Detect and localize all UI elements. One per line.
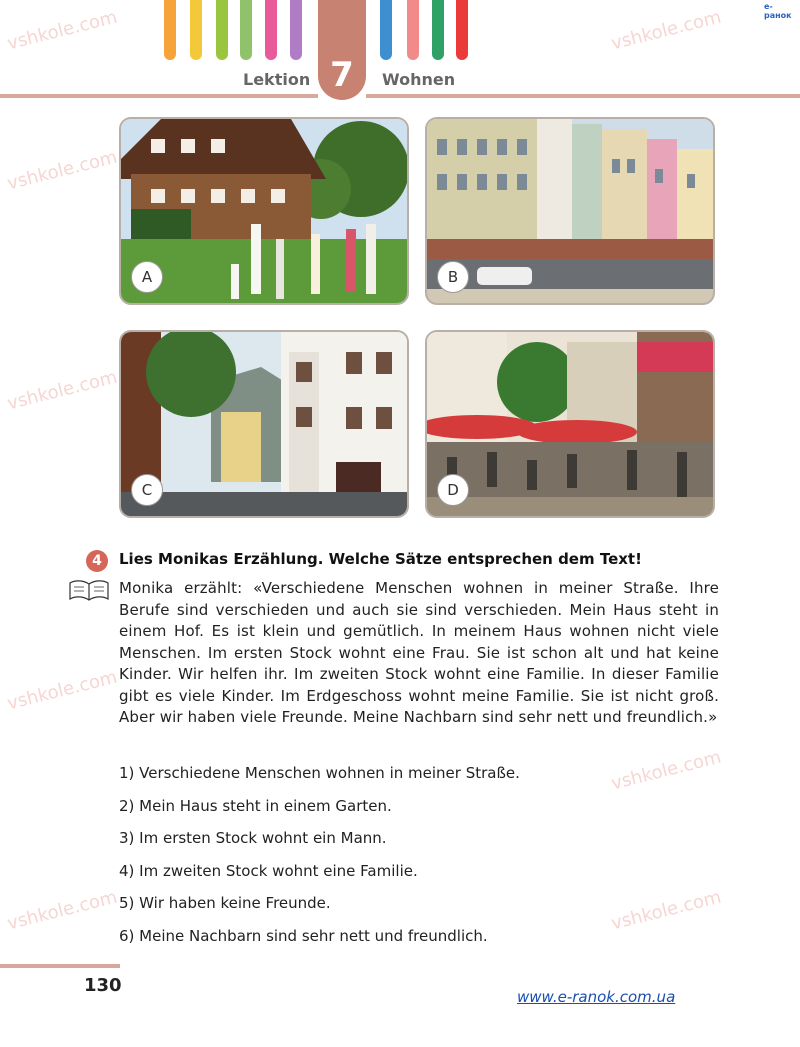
header-stripe bbox=[216, 0, 228, 60]
photo-b bbox=[425, 117, 715, 305]
header-stripe bbox=[164, 0, 176, 60]
header-stripe bbox=[190, 0, 202, 60]
header-stripe bbox=[407, 0, 419, 60]
task-instruction: Lies Monikas Erzählung. Welche Sätze entsprechen dem Text! bbox=[119, 550, 642, 568]
header-stripe bbox=[456, 0, 468, 60]
watermark: vshkole.com bbox=[5, 6, 120, 55]
watermark: vshkole.com bbox=[5, 146, 120, 195]
task-number-badge: 4 bbox=[86, 550, 108, 572]
page-number: 130 bbox=[84, 975, 122, 996]
statement-item: 4) Im zweiten Stock wohnt eine Familie. bbox=[119, 861, 418, 880]
website-link[interactable]: www.e-ranok.com.ua bbox=[517, 988, 676, 1006]
photo-d bbox=[425, 330, 715, 518]
header-stripe bbox=[380, 0, 392, 60]
watermark: vshkole.com bbox=[609, 6, 724, 55]
photo-label: A bbox=[131, 261, 163, 293]
header-stripe bbox=[240, 0, 252, 60]
statement-item: 6) Meine Nachbarn sind sehr nett und freundlich. bbox=[119, 926, 488, 945]
header-stripe bbox=[432, 0, 444, 60]
header-stripe bbox=[265, 0, 277, 60]
header-stripe bbox=[290, 0, 302, 60]
watermark: vshkole.com bbox=[609, 886, 724, 935]
photo-label: B bbox=[437, 261, 469, 293]
open-book-icon bbox=[68, 578, 110, 602]
photo-label: C bbox=[131, 474, 163, 506]
header-rule-left bbox=[0, 94, 318, 98]
watermark: vshkole.com bbox=[5, 886, 120, 935]
statement-item: 3) Im ersten Stock wohnt ein Mann. bbox=[119, 829, 387, 847]
statement-item: 2) Mein Haus steht in einem Garten. bbox=[119, 796, 392, 815]
statement-list bbox=[119, 760, 520, 955]
publisher-logo: e-ранок bbox=[764, 2, 792, 20]
statement-item: 5) Wir haben keine Freunde. bbox=[119, 894, 331, 912]
header-rule-right bbox=[366, 94, 800, 98]
lesson-word: Lektion bbox=[243, 70, 311, 89]
watermark: vshkole.com bbox=[5, 666, 120, 715]
statement-item: 1) Verschiedene Menschen wohnen in meiner Straße. bbox=[119, 764, 520, 782]
lesson-number-tab: 7 bbox=[318, 0, 366, 100]
story-text: Monika erzählt: «Verschiedene Menschen wohnen in meiner Straße. Ihre Berufe sind verschieden und auch sie sind verschieden. Mein Haus steht in einem Hof. Es ist klein und gemütlich. In meinem Haus wohnen nicht viele Menschen. Im ersten Stock wohnt eine Frau. Sie ist schon alt und hat keine Kinder. Wir helfen ihr. Im zweiten Stock wohnt eine Familie. In dieser Familie gibt es viele Kinder. Im Erdgeschoss wohnt meine Familie. Sie ist nicht groß. Aber wir haben viele Freunde. Meine Nachbarn sind sehr nett und freundlich.» bbox=[119, 579, 719, 726]
photo-label: D bbox=[437, 474, 469, 506]
header-stripes bbox=[0, 0, 800, 62]
photo-a bbox=[119, 117, 409, 305]
footer-rule bbox=[0, 964, 120, 968]
topic-title: Wohnen bbox=[382, 70, 456, 89]
watermark: vshkole.com bbox=[609, 746, 724, 795]
watermark: vshkole.com bbox=[5, 366, 120, 415]
photo-c bbox=[119, 330, 409, 518]
